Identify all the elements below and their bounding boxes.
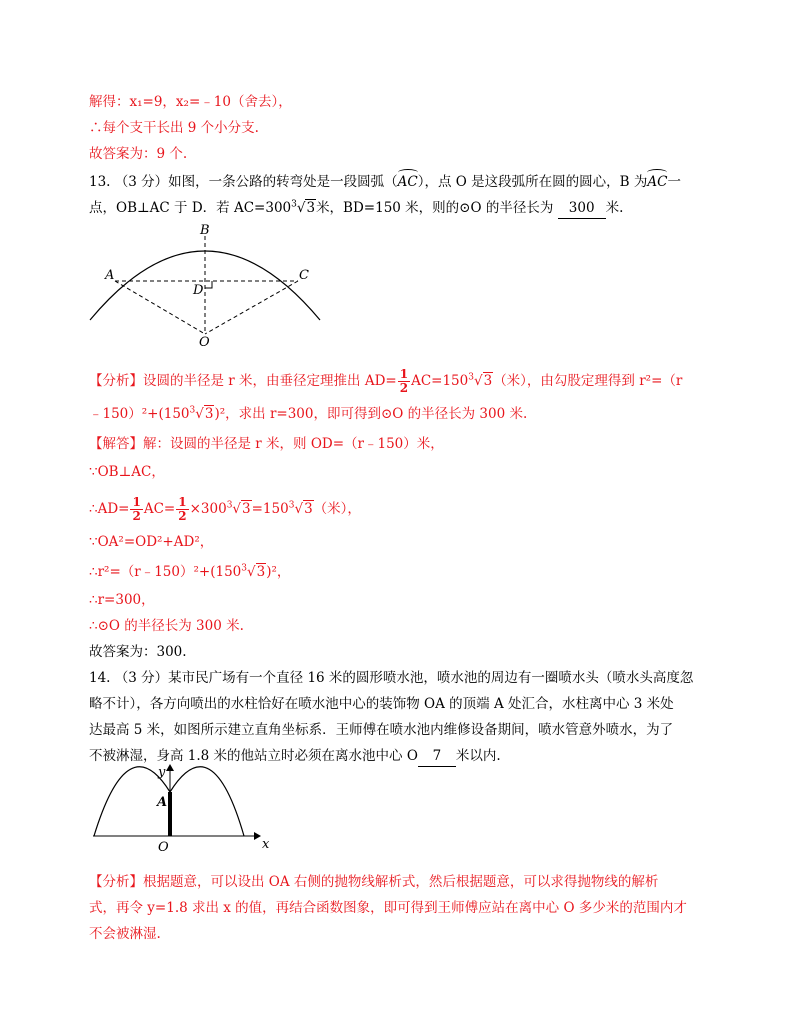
q13-solution-l1: 解：设圆的半径是 r 米，则 OD=（r﹣150）米， [143,436,444,452]
q13-solution-line3 [89,496,361,523]
q13-analysis-line2 [89,404,527,424]
right-angle-mark [205,281,212,288]
label-x: x [262,837,270,852]
q14-line3: 达最高 5 米，如图所示建立直角坐标系．王师傅在喷水池内维修设备期间，喷水管意外喷水，为了 [89,722,674,738]
line-oc [205,281,298,334]
label-c: C [299,268,309,283]
q13-number: 13. [89,174,111,190]
q14-figure [88,760,278,856]
q13-solution-l3d: =150 [251,501,289,517]
q13-arc-ac-1: AC [398,172,418,192]
cube-root: $^3$√3 [468,372,493,389]
label-o: O [199,335,210,350]
q14-analysis-l1: 根据题意，可以设出 OA 右侧的抛物线解析式，然后根据题意，可以求得抛物线的解析 [143,874,659,890]
q13-line1b: ），点 O 是这段弧所在圆的圆心，B 为 [417,174,648,190]
q13-solution-l3b: AC= [143,501,176,517]
q14-line1-text: （3 分）某市民广场有一个直径 16 米的圆形喷水池，喷水池的周边有一圈喷水头（喷水头高度忽 [114,670,694,686]
cube-root: $^3$√3 [189,405,214,422]
arc-mark-icon [398,169,418,176]
cube-root: $^3$√3 [226,500,251,517]
solution12-line1: 解得：x₁=9，x₂=﹣10（舍去）， [89,94,292,110]
label-y: y [158,765,166,780]
q13-analysis-l2a: ﹣150）²+(150 [89,406,190,422]
solution12-line3: 故答案为：9 个. [89,146,188,162]
q13-line2b: 米，BD=150 米，则的⊙O 的半径长为 [316,200,554,216]
q13-line1 [89,172,681,192]
fraction-half: $\frac{1}{2}$ [132,495,141,523]
analysis-tag: 【分析】 [89,373,143,389]
q13-line2 [89,198,623,219]
q13-analysis-l2b: )²，求出 r=300，即可得到⊙O 的半径长为 300 米. [214,406,528,422]
q14-analysis-line1 [89,872,658,892]
q14-analysis-line3: 不会被淋湿. [89,926,161,942]
fraction-half: $\frac{1}{2}$ [178,495,187,523]
q14-line1 [89,668,693,688]
cube-root: $^3$√3 [288,500,313,517]
q13-analysis-l1b: AC=150 [411,373,469,389]
label-b: B [200,223,210,238]
line-oa [115,281,205,334]
cube-root: $^3$√3 [241,563,266,580]
q13-analysis-l1a: 设圆的半径是 r 米，由垂径定理推出 AD= [143,373,397,389]
label-d: D [193,283,204,298]
q13-solution-l5b: )²， [266,564,291,580]
solution-tag: 【解答】 [89,436,143,452]
q13-line1a: （3 分）如图，一条公路的转弯处是一段圆弧（ [114,174,398,190]
q14-number: 14. [89,670,111,686]
q13-solution-line1 [89,434,444,454]
label-a: A [105,268,115,283]
q13-line2a: 点，OB⊥AC 于 D．若 AC=300 [89,200,292,216]
fraction-half: $\frac{1}{2}$ [399,367,409,395]
q13-solution-l5a: ∴r²=（r﹣150）²+(150 [89,564,242,580]
analysis-tag: 【分析】 [89,874,143,890]
q13-analysis-line1 [89,368,682,395]
q13-solution-line2: ∵OB⊥AC， [89,464,165,480]
q14-line4a: 不被淋湿，身高 1.8 米的他站立时必须在离水池中心 O [89,748,418,764]
q13-line1c: 一 [667,174,681,190]
label-o: O [158,840,169,855]
label-a: A [157,795,168,810]
q13-answer-blank: 300 [558,198,606,219]
right-parabola [170,767,244,836]
q13-analysis-l1c: （米），由勾股定理得到 r²=（r [493,373,683,389]
q14-analysis-line2: 式，再令 y=1.8 求出 x 的值，再结合函数图象，即可得到王师傅应站在离中心 O 多少米的范围内才 [89,900,687,916]
q13-solution-line7: ∴⊙O 的半径长为 300 米. [89,618,244,634]
q13-solution-l3a: ∴AD= [89,501,130,517]
cube-root: $^3$√3 [291,199,316,216]
arc-mark-icon [647,169,667,176]
q13-arc-ac-2: AC [647,172,667,192]
q14-line4b: 米以内. [455,748,501,764]
q13-solution-line6: ∴r=300， [89,592,155,608]
solution12-line2: ∴每个支干长出 9 个小分支. [89,120,259,136]
q13-solution-line4: ∵OA²=OD²+AD²， [89,534,214,550]
q14-answer-blank: 7 [418,746,456,767]
q14-line2: 略不计），各方向喷出的水柱恰好在喷水池中心的装饰物 OA 的顶端 A 处汇合，水柱离中心 3 米处 [89,696,674,712]
q13-solution-line5 [89,562,290,582]
q13-solution-l3e: （米）， [313,501,361,517]
q13-solution-line8: 故答案为：300. [89,644,187,660]
q13-line2c: 米. [605,200,624,216]
q13-figure [85,222,345,350]
q13-solution-l3c: ×300 [189,501,227,517]
